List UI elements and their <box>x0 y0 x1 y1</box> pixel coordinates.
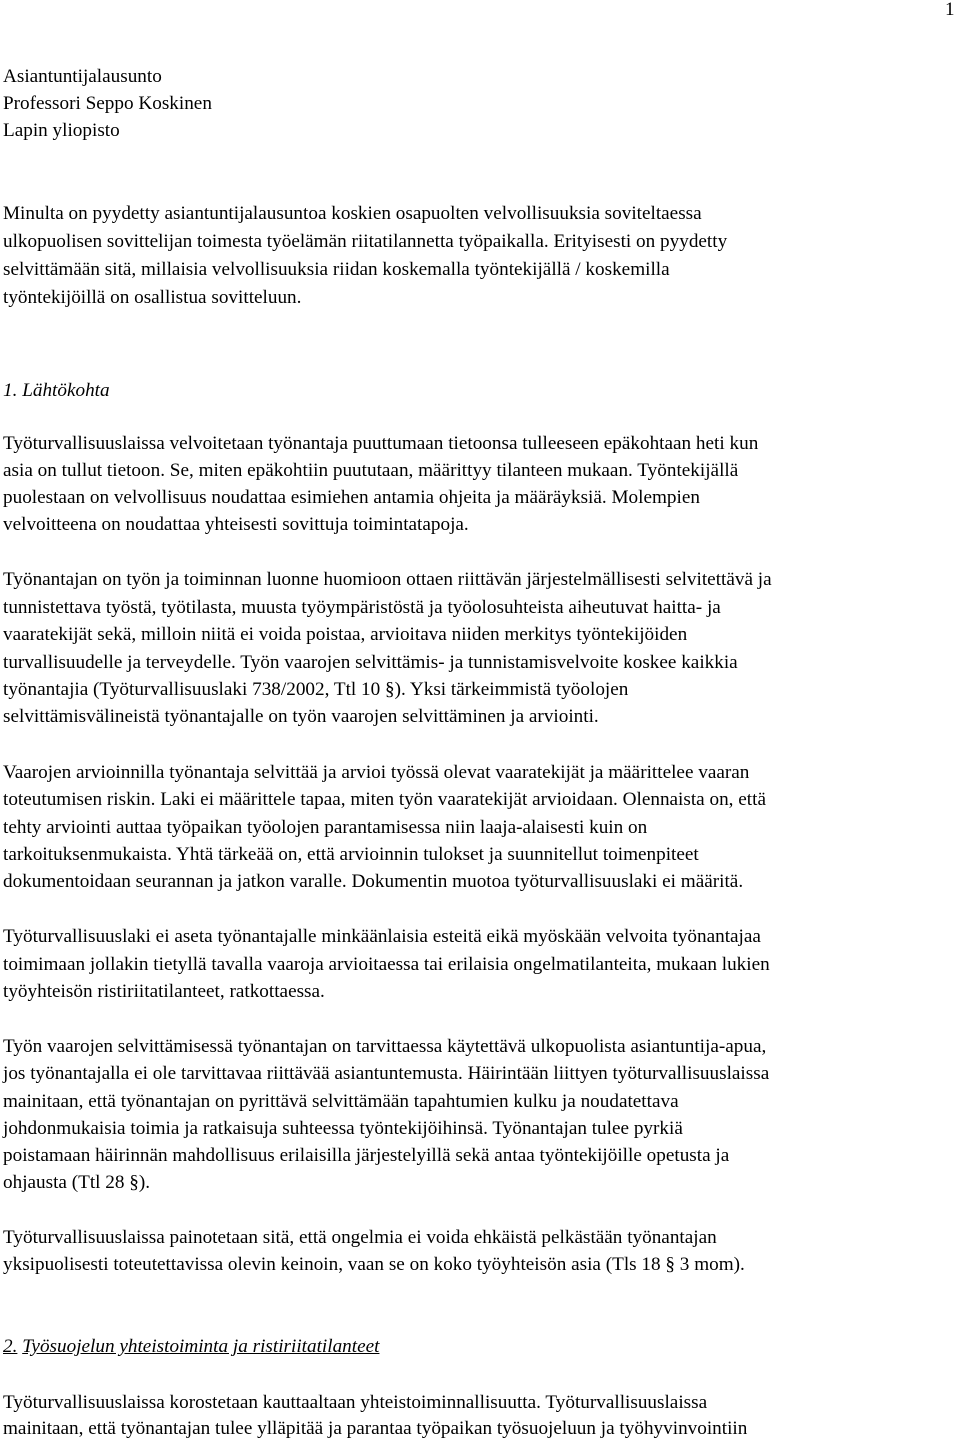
section-number: 2. <box>3 1336 18 1357</box>
text-line: ulkopuolisen sovittelijan toimesta työelämän riitatilannetta työpaikalla. Erityisesti on pyydetty <box>3 231 728 252</box>
text-line: velvoitteena on noudattaa yhteisesti sovittuja toimintatapoja. <box>3 514 469 535</box>
text-line: mainitaan, että työnantajan tulee ylläpitää ja parantaa työpaikan työsuojeluun ja työhyvinvointiin <box>3 1418 748 1439</box>
text-line: työyhteisön ristiriitatilanteet, ratkottaessa. <box>3 981 325 1002</box>
header-affiliation: Lapin yliopisto <box>3 120 120 141</box>
text-line: Työturvallisuuslaki ei aseta työnantajalle minkäänlaisia esteitä eikä myöskään velvoita työnantajaa <box>3 926 761 947</box>
text-line: tarkoituksenmukaista. Yhtä tärkeää on, että arvioinnin tulokset ja suunnitellut toimenpiteet <box>3 844 699 865</box>
section-number: 1. <box>3 380 18 401</box>
text-line: toteutumisen riskin. Laki ei määrittele tapaa, miten työn vaaratekijät arvioidaan. Olennaista on, että <box>3 789 766 810</box>
text-line: mainitaan, että työnantajan on pyrittävä selvittämään tapahtumien kulku ja noudatettava <box>3 1091 679 1112</box>
section-title: Lähtökohta <box>22 380 110 401</box>
section-title: Työsuojelun yhteistoiminta ja ristiriitatilanteet <box>22 1336 380 1357</box>
text-line: Minulta on pyydetty asiantuntijalausuntoa koskien osapuolten velvollisuuksia soviteltaessa <box>3 203 702 224</box>
text-line: Työturvallisuuslaissa korostetaan kauttaaltaan yhteistoiminnallisuutta. Työturvallisuuslaissa <box>3 1392 708 1413</box>
text-line: Työturvallisuuslaissa velvoitetaan työnantaja puuttumaan tietoonsa tulleeseen epäkohtaan heti kun <box>3 433 759 454</box>
section-1-heading <box>3 378 110 404</box>
text-line: turvallisuudelle ja terveydelle. Työn vaarojen selvittämis- ja tunnistamisvelvoite koskee kaikkia <box>3 652 738 673</box>
header-author: Professori Seppo Koskinen <box>3 93 212 114</box>
text-line: tunnistettava työstä, työtilasta, muusta työympäristöstä ja työolosuhteista aiheutuvat haitta- ja <box>3 597 721 618</box>
text-line: ohjausta (Ttl 28 §). <box>3 1172 151 1193</box>
text-line: selvittämään sitä, millaisia velvollisuuksia riidan koskemalla työntekijällä / koskemilla <box>3 259 670 280</box>
text-line: dokumentoidaan seurannan ja jatkon varalle. Dokumentin muotoa työturvallisuuslaki ei määritä. <box>3 871 744 892</box>
text-line: Työn vaarojen selvittämisessä työnantajan on tarvittaessa käytettävä ulkopuolista asiantuntija-apua, <box>3 1036 767 1057</box>
text-line: asia on tullut tietoon. Se, miten epäkohtiin puututaan, määrittyy tilanteen mukaan. Työntekijällä <box>3 460 739 481</box>
section-2-heading <box>3 1334 379 1360</box>
text-line: poistamaan häirinnän mahdollisuus erilaisilla järjestelyillä sekä antaa työntekijöille opetusta ja <box>3 1145 730 1166</box>
page-number: 1 <box>945 0 955 20</box>
text-line: Vaarojen arvioinnilla työnantaja selvittää ja arvioi työssä olevat vaaratekijät ja määrittelee vaaran <box>3 762 750 783</box>
text-line: Työnantajan on työn ja toiminnan luonne huomioon ottaen riittävän järjestelmällisesti selvitettävä ja <box>3 569 772 590</box>
text-line: tehty arviointi auttaa työpaikan työolojen parantamisessa niin laaja-alaisesti kuin on <box>3 817 648 838</box>
text-line: johdonmukaisia toimia ja ratkaisuja suhteessa työntekijöihinsä. Työnantajan tulee pyrkiä <box>3 1118 683 1139</box>
text-line: työnantajia (Työturvallisuuslaki 738/2002, Ttl 10 §). Yksi tärkeimmistä työolojen <box>3 679 629 700</box>
text-line: jos työnantajalla ei ole tarvittavaa riittävää asiantuntemusta. Häirintään liittyen työturvallisuuslaissa <box>3 1063 770 1084</box>
text-line: toimimaan jollakin tietyllä tavalla vaaroja arvioitaessa tai erilaisia ongelmatilanteita, mukaan lukien <box>3 954 770 975</box>
text-line: työntekijöillä on osallistua sovitteluun. <box>3 287 302 308</box>
text-line: vaaratekijät sekä, milloin niitä ei voida poistaa, arvioitava niiden merkitys työntekijöiden <box>3 624 688 645</box>
text-line: puolestaan on velvollisuus noudattaa esimiehen antamia ohjeita ja määräyksiä. Molempien <box>3 487 700 508</box>
text-line: Työturvallisuuslaissa painotetaan sitä, että ongelmia ei voida ehkäistä pelkästään työnantajan <box>3 1227 717 1248</box>
text-line: selvittämisvälineistä työnantajalle on työn vaarojen selvittäminen ja arviointi. <box>3 706 599 727</box>
text-line: yksipuolisesti toteutettavissa olevin keinoin, vaan se on koko työyhteisön asia (Tls 18 § 3 mom). <box>3 1254 745 1275</box>
header-title: Asiantuntijalausunto <box>3 66 162 87</box>
